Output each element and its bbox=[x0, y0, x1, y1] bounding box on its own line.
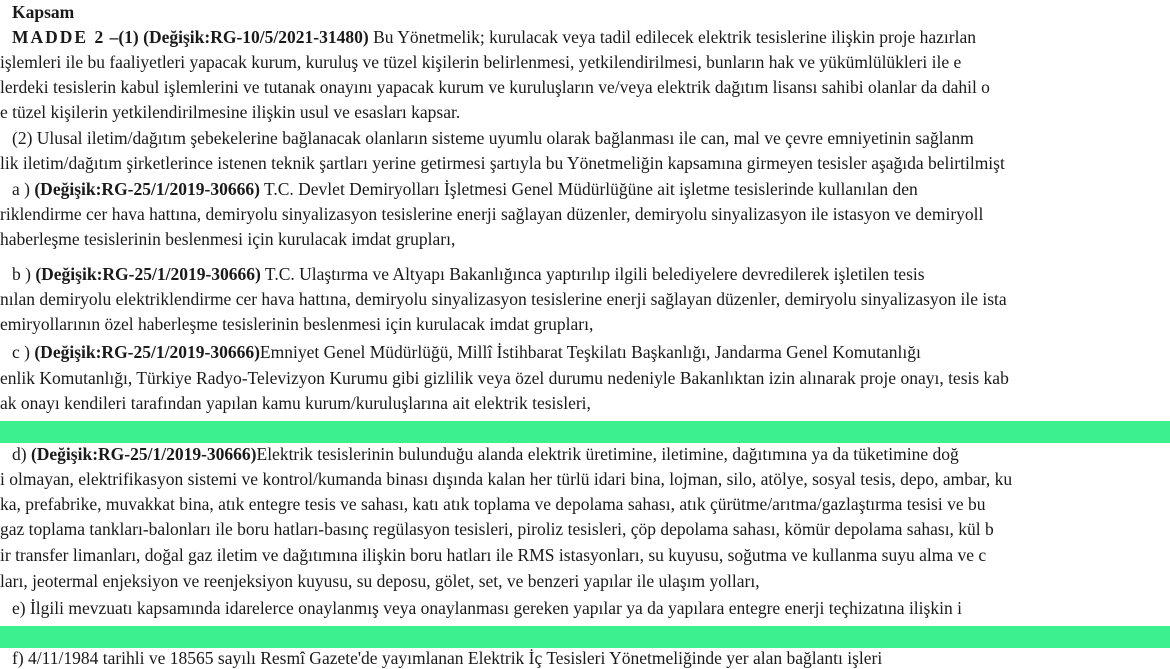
p1-line-1: işlemleri ile bu faaliyetleri yapacak kurum, kuruluş ve tüzel kişilerin belirlenmesi, yetkilendirilmesi, bunların hak ve yükümlülükleri ile e bbox=[0, 52, 962, 72]
item-e-line-1: e) İlgili mevzuatı kapsamında idarelerce onaylanmış veya onaylanması gereken yapılar ya da yapılara entegre enerji teçhizatına ilişkin i bbox=[12, 598, 962, 618]
item-b-line-3: emiryollarının özel haberleşme tesislerinin beslenmesi için kurulacak imdat grupları, bbox=[0, 314, 594, 334]
item-d-line-1 bbox=[12, 443, 959, 465]
item-a-change-ref: (Değişik:RG-25/1/2019-30666) bbox=[34, 179, 260, 199]
item-a-prefix: a ) bbox=[12, 179, 35, 199]
item-f-text: f) 4/11/1984 tarihli ve 18565 sayılı Resmî Gazete'de yayımlanan Elektrik İç Tesisleri Yönetmeliğinde yer alan bağlantı işleri bbox=[12, 648, 883, 668]
item-c-line-2: enlik Komutanlığı, Türkiye Radyo-Televizyon Kurumu gibi gizlilik veya özel durumu nedeniyle Bakanlıktan izin alınarak proje onayı, tesis kab bbox=[0, 368, 1009, 388]
item-a-line-1 bbox=[12, 178, 918, 200]
item-d-line-5: ir transfer limanları, doğal gaz iletim ve dağıtımına ilişkin boru hatları ile RMS istasyonları, su kuyusu, soğutma ve kullanma suyu alma ve c bbox=[0, 545, 987, 565]
item-d-line-2: i olmayan, elektrifikasyon sistemi ve kontrol/kumanda binası dışında kalan her türlü idari bina, lojman, silo, atölye, sosyal tesis, depo, ambar, ku bbox=[0, 469, 1013, 489]
item-c-line-3: ak onayı kendileri tarafından yapılan kamu kurum/kuruluşlarına ait elektrik tesisleri, bbox=[0, 393, 591, 413]
item-d-line-6: ları, jeotermal enjeksiyon ve reenjeksiyon kuyusu, su deposu, gölet, set, ve benzeri yapılar ile ulaşım yolları, bbox=[0, 571, 760, 591]
item-c-change-ref: (Değişik:RG-25/1/2019-30666) bbox=[34, 342, 260, 362]
item-d-change-ref: (Değişik:RG-25/1/2019-30666) bbox=[30, 444, 257, 464]
item-c-line-1 bbox=[12, 341, 921, 363]
madde-change-ref: (Değişik:RG-10/5/2021-31480) bbox=[143, 27, 369, 47]
p1-line-3: e tüzel kişilerin yetkilendirilmesine ilişkin usul ve esasları kapsar. bbox=[0, 102, 461, 122]
highlight-band-2 bbox=[0, 626, 1170, 648]
item-b-prefix: b ) bbox=[12, 264, 36, 284]
madde-label: MADDE 2 bbox=[12, 27, 106, 47]
item-f-partial-line bbox=[12, 646, 883, 668]
p1-line-2: lerdeki tesislerin kabul işlemlerini ve tutanak onayını yapacak kurum ve kuruluşların ve/veya elektrik dağıtım lisansı sahibi olanlar da dahil o bbox=[0, 77, 990, 97]
p2-line-2: lik iletim/dağıtım şirketlerince istenen teknik şartları yerine getirmesi şartıyla bu Yönetmeliğin kapsamına girmeyen tesisler aşağıda belirtilmişt bbox=[0, 153, 1005, 173]
item-b-text: T.C. Ulaştırma ve Altyapı Bakanlığınca yaptırılıp ilgili belediyelere devredilerek işletilen tesis bbox=[260, 264, 925, 284]
item-a-line-2: riklendirme cer hava hattına, demiryolu sinyalizasyon tesislerine enerji sağlayan düzenler, demiryolu sinyalizasyon ile istasyon ve demiryoll bbox=[0, 204, 984, 224]
madde-number: –(1) bbox=[105, 27, 144, 47]
item-c-text: Emniyet Genel Müdürlüğü, Millî İstihbarat Teşkilatı Başkanlığı, Jandarma Genel Komutanlığı bbox=[259, 342, 921, 362]
item-c-prefix: c ) bbox=[12, 342, 35, 362]
item-d-line-4: gaz toplama tankları-balonları ile boru hatları-basınç regülasyon tesisleri, piroliz tesisleri, çöp depolama sahası, kömür depolama sahası, kül b bbox=[0, 519, 994, 539]
p2-line-1: (2) Ulusal iletim/dağıtım şebekelerine bağlanacak olanların sisteme uyumlu olarak bağlanması ile can, mal ve çevre emniyetinin sağlanm bbox=[12, 128, 974, 148]
highlight-band-1 bbox=[0, 421, 1170, 443]
item-d-line-3: ka, prefabrike, muvakkat bina, atık entegre tesis ve sahası, katı atık toplama ve depolama sahası, atık çürütme/arıtma/gazlaştırma tesisi ve bu bbox=[0, 494, 986, 514]
item-d-prefix: d) bbox=[12, 444, 31, 464]
madde-2-line bbox=[12, 26, 976, 48]
item-a-line-3: haberleşme tesislerinin beslenmesi için kurulacak imdat grupları, bbox=[0, 229, 456, 249]
item-b-change-ref: (Değişik:RG-25/1/2019-30666) bbox=[35, 264, 261, 284]
item-a-text: T.C. Devlet Demiryolları İşletmesi Genel Müdürlüğüne ait işletme tesislerinde kullanılan den bbox=[259, 179, 918, 199]
item-b-line-1 bbox=[12, 263, 925, 285]
section-heading: Kapsam bbox=[12, 2, 75, 22]
madde-text: Bu Yönetmelik; kurulacak veya tadil edilecek elektrik tesislerine ilişkin proje hazırlan bbox=[368, 27, 976, 47]
item-d-text: Elektrik tesislerinin bulunduğu alanda elektrik üretimine, iletimine, dağıtımına ya da tüketimine doğ bbox=[256, 444, 959, 464]
item-b-line-2: nılan demiryolu elektriklendirme cer hava hattına, demiryolu sinyalizasyon tesislerine enerji sağlayan düzenler, demiryolu sinyalizasyon ile ista bbox=[0, 289, 1007, 309]
